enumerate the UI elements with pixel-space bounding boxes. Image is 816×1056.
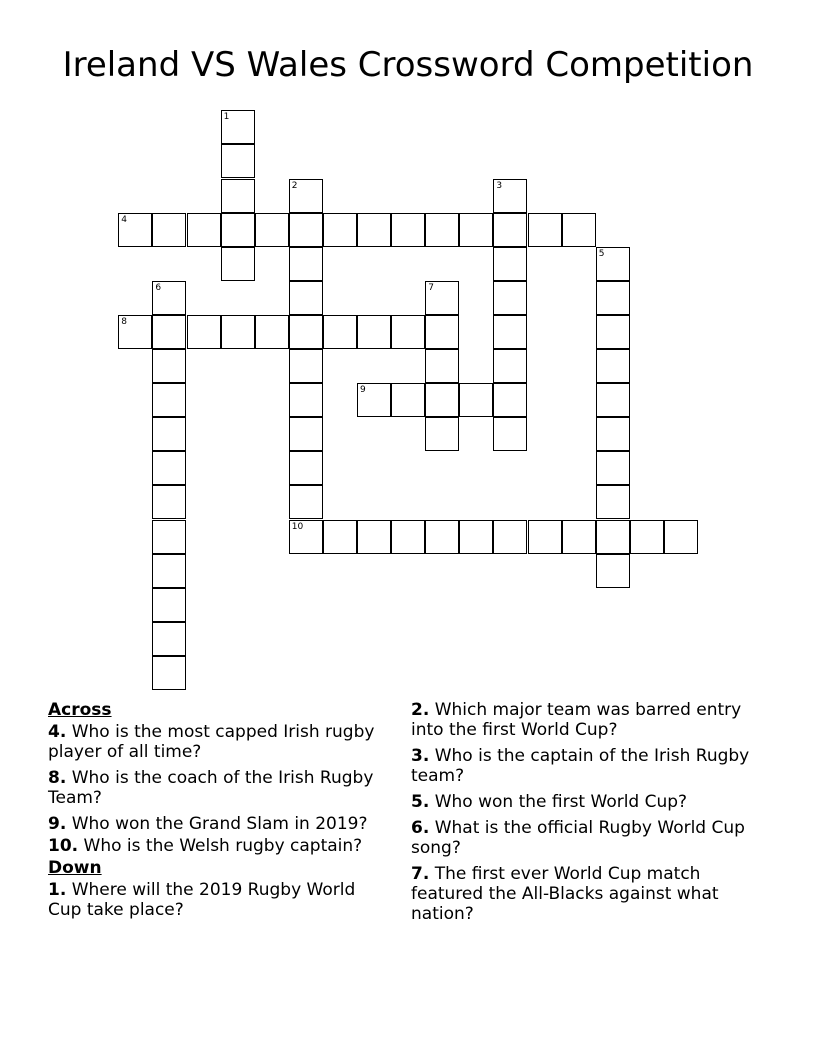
clue-text: Who is the Welsh rugby captain? xyxy=(83,836,363,856)
clue-across-9 xyxy=(48,814,388,834)
clue-across-4 xyxy=(48,722,388,762)
down-heading: Down xyxy=(48,858,102,878)
crossword-cell[interactable] xyxy=(596,451,630,485)
page-title: Ireland VS Wales Crossword Competition xyxy=(62,45,754,85)
cell-number: 5 xyxy=(598,248,605,259)
clue-number: 1. xyxy=(48,880,67,900)
crossword-cell[interactable] xyxy=(493,417,527,451)
crossword-cell[interactable] xyxy=(289,281,323,315)
clue-down-6 xyxy=(411,818,771,858)
crossword-cell[interactable] xyxy=(289,485,323,519)
crossword-cell[interactable] xyxy=(425,417,459,451)
crossword-cell[interactable] xyxy=(289,520,323,554)
crossword-cell[interactable] xyxy=(323,520,357,554)
crossword-cell[interactable] xyxy=(391,213,425,247)
crossword-cell[interactable] xyxy=(118,213,152,247)
crossword-cell[interactable] xyxy=(459,213,493,247)
crossword-cell[interactable] xyxy=(152,554,186,588)
crossword-cell[interactable] xyxy=(425,281,459,315)
cell-number: 2 xyxy=(291,180,298,191)
crossword-cell[interactable] xyxy=(289,315,323,349)
clue-number: 8. xyxy=(48,768,67,788)
crossword-cell[interactable] xyxy=(425,213,459,247)
clue-number: 9. xyxy=(48,814,67,834)
crossword-cell[interactable] xyxy=(596,520,630,554)
clue-text: Which major team was barred entry into the first World Cup? xyxy=(411,700,742,740)
across-heading: Across xyxy=(48,700,112,720)
crossword-cell[interactable] xyxy=(357,520,391,554)
crossword-cell[interactable] xyxy=(562,520,596,554)
clue-number: 6. xyxy=(411,818,430,838)
crossword-cell[interactable] xyxy=(323,213,357,247)
clue-across-10 xyxy=(48,836,388,856)
crossword-cell[interactable] xyxy=(357,383,391,417)
crossword-cell[interactable] xyxy=(152,349,186,383)
crossword-cell[interactable] xyxy=(493,520,527,554)
crossword-cell[interactable] xyxy=(255,315,289,349)
clue-text: Who is the captain of the Irish Rugby team? xyxy=(411,746,750,786)
crossword-cell[interactable] xyxy=(493,213,527,247)
clues-left-column xyxy=(48,700,388,926)
clue-down-1 xyxy=(48,880,388,920)
crossword-cell[interactable] xyxy=(493,179,527,213)
clue-down-3 xyxy=(411,746,771,786)
cell-number: 9 xyxy=(360,385,366,396)
crossword-cell[interactable] xyxy=(152,485,186,519)
crossword-cell[interactable] xyxy=(289,383,323,417)
crossword-cell[interactable] xyxy=(118,315,152,349)
crossword-cell[interactable] xyxy=(425,383,459,417)
crossword-cell[interactable] xyxy=(596,247,630,281)
crossword-cell[interactable] xyxy=(152,451,186,485)
crossword-cell[interactable] xyxy=(221,315,255,349)
crossword-cell[interactable] xyxy=(152,622,186,656)
crossword-cell[interactable] xyxy=(289,213,323,247)
crossword-cell[interactable] xyxy=(221,110,255,144)
crossword-cell[interactable] xyxy=(289,417,323,451)
crossword-cell[interactable] xyxy=(493,383,527,417)
cell-number: 3 xyxy=(496,180,503,191)
crossword-cell[interactable] xyxy=(152,520,186,554)
crossword-cell[interactable] xyxy=(493,247,527,281)
cell-number: 8 xyxy=(121,316,128,327)
clue-text: Who is the coach of the Irish Rugby Team? xyxy=(48,768,374,808)
crossword-cell[interactable] xyxy=(152,281,186,315)
clue-down-5 xyxy=(411,792,771,812)
clue-number: 7. xyxy=(411,864,430,884)
crossword-cell[interactable] xyxy=(596,349,630,383)
crossword-cell[interactable] xyxy=(221,247,255,281)
clue-text: Who is the most capped Irish rugby player of all time? xyxy=(48,722,375,762)
crossword-cell[interactable] xyxy=(152,383,186,417)
clues-right-column xyxy=(411,700,771,930)
crossword-cell[interactable] xyxy=(493,349,527,383)
crossword-cell[interactable] xyxy=(425,315,459,349)
crossword-cell[interactable] xyxy=(391,315,425,349)
clue-number: 2. xyxy=(411,700,430,720)
crossword-cell[interactable] xyxy=(528,213,562,247)
clue-text: What is the official Rugby World Cup song? xyxy=(411,818,745,858)
crossword-cell[interactable] xyxy=(528,520,562,554)
cell-number: 4 xyxy=(121,214,128,225)
crossword-cell[interactable] xyxy=(493,281,527,315)
crossword-cell[interactable] xyxy=(630,520,664,554)
crossword-cell[interactable] xyxy=(664,520,698,554)
crossword-cell[interactable] xyxy=(152,315,186,349)
crossword-cell[interactable] xyxy=(289,179,323,213)
clue-text: Who won the first World Cup? xyxy=(434,792,688,812)
crossword-cell[interactable] xyxy=(562,213,596,247)
crossword-cell[interactable] xyxy=(596,281,630,315)
crossword-cell[interactable] xyxy=(289,349,323,383)
clue-down-7 xyxy=(411,864,771,924)
clue-number: 10. xyxy=(48,836,79,856)
crossword-cell[interactable] xyxy=(187,315,221,349)
crossword-cell[interactable] xyxy=(323,315,357,349)
cell-number: 7 xyxy=(428,282,434,293)
crossword-cell[interactable] xyxy=(391,383,425,417)
clue-number: 3. xyxy=(411,746,430,766)
crossword-cell[interactable] xyxy=(596,485,630,519)
crossword-cell[interactable] xyxy=(425,349,459,383)
crossword-cell[interactable] xyxy=(221,144,255,178)
crossword-cell[interactable] xyxy=(221,213,255,247)
crossword-cell[interactable] xyxy=(391,520,425,554)
crossword-cell[interactable] xyxy=(357,213,391,247)
crossword-cell[interactable] xyxy=(152,656,186,690)
crossword-cell[interactable] xyxy=(596,315,630,349)
crossword-cell[interactable] xyxy=(596,383,630,417)
crossword-cell[interactable] xyxy=(493,315,527,349)
cell-number: 10 xyxy=(291,521,304,532)
crossword-cell[interactable] xyxy=(221,179,255,213)
crossword-cell[interactable] xyxy=(289,247,323,281)
crossword-cell[interactable] xyxy=(459,520,493,554)
crossword-cell[interactable] xyxy=(357,315,391,349)
cell-number: 6 xyxy=(155,282,162,293)
crossword-cell[interactable] xyxy=(596,554,630,588)
crossword-cell[interactable] xyxy=(596,417,630,451)
clue-across-8 xyxy=(48,768,388,808)
crossword-cell[interactable] xyxy=(187,213,221,247)
crossword-cell[interactable] xyxy=(425,520,459,554)
clue-text: The first ever World Cup match featured the All-Blacks against what nation? xyxy=(411,864,719,924)
crossword-cell[interactable] xyxy=(459,383,493,417)
clue-number: 5. xyxy=(411,792,430,812)
crossword-cell[interactable] xyxy=(152,417,186,451)
crossword-cell[interactable] xyxy=(289,451,323,485)
crossword-cell[interactable] xyxy=(255,213,289,247)
crossword-cell[interactable] xyxy=(152,213,186,247)
clue-text: Where will the 2019 Rugby World Cup take place? xyxy=(48,880,356,920)
clue-down-2 xyxy=(411,700,771,740)
clue-text: Who won the Grand Slam in 2019? xyxy=(71,814,368,834)
clue-number: 4. xyxy=(48,722,67,742)
crossword-cell[interactable] xyxy=(152,588,186,622)
cell-number: 1 xyxy=(223,112,230,123)
